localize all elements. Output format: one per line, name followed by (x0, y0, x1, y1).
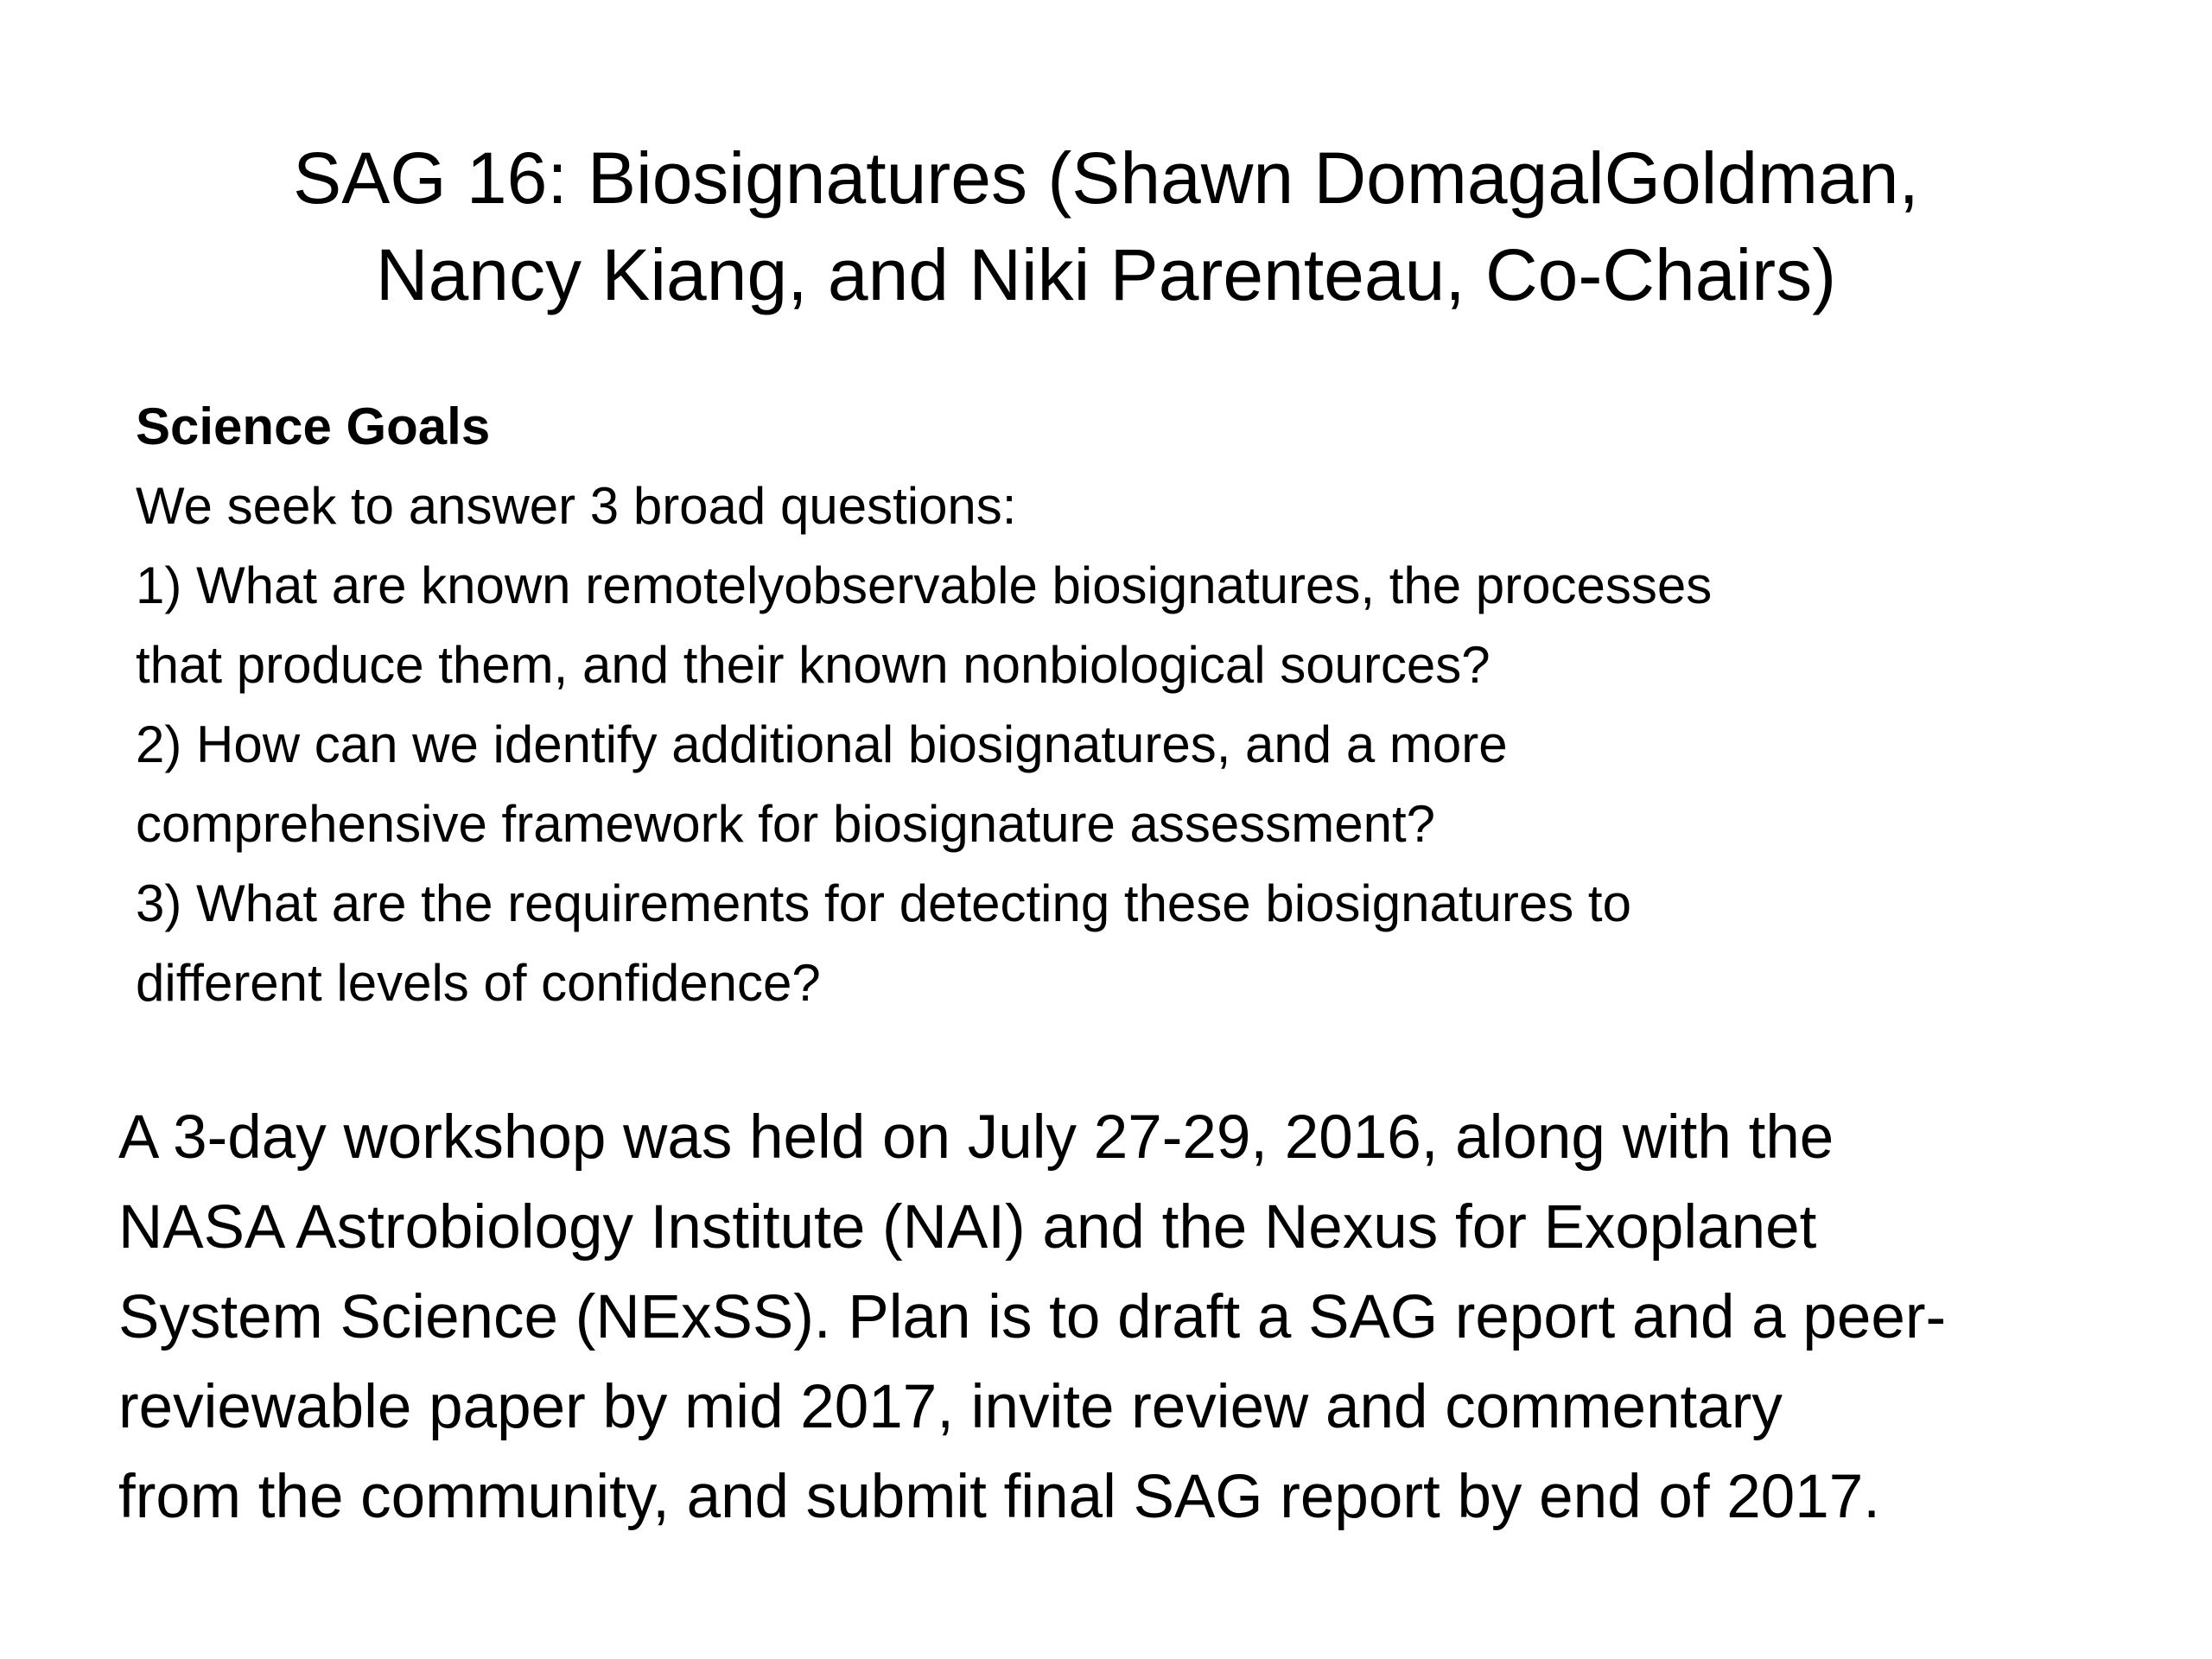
science-goals-line: 3) What are the requirements for detecting these biosignatures to (136, 874, 1631, 932)
workshop-paragraph (118, 1093, 2123, 1542)
science-goals-line: 2) How can we identify additional biosignatures, and a more (136, 715, 1508, 773)
workshop-line: reviewable paper by mid 2017, invite review and commentary (118, 1373, 1783, 1441)
science-goals-line: different levels of confidence? (136, 954, 821, 1012)
slide-title (104, 130, 2108, 323)
workshop-line: A 3-day workshop was held on July 27-29, 2016, along with the (118, 1103, 1834, 1172)
science-goals-heading: Science Goals (136, 397, 491, 455)
science-goals-line: We seek to answer 3 broad questions: (136, 477, 1017, 535)
science-goals-block (136, 387, 2088, 1023)
workshop-line: NASA Astrobiology Institute (NAI) and the Nexus for Exoplanet (118, 1193, 1817, 1262)
workshop-line: from the community, and submit final SAG report by end of 2017. (118, 1463, 1880, 1531)
title-line-2: Nancy Kiang, and Niki Parenteau, Co-Chairs) (375, 234, 1837, 315)
workshop-line: System Science (NExSS). Plan is to draft a SAG report and a peer- (118, 1283, 1947, 1351)
science-goals-line: comprehensive framework for biosignature assessment? (136, 795, 1436, 853)
science-goals-line: 1) What are known remotelyobservable biosignatures, the processes (136, 556, 1713, 614)
science-goals-line: that produce them, and their known nonbiological sources? (136, 636, 1491, 694)
title-line-1: SAG 16: Biosignatures (Shawn DomagalGoldman, (293, 137, 1919, 219)
